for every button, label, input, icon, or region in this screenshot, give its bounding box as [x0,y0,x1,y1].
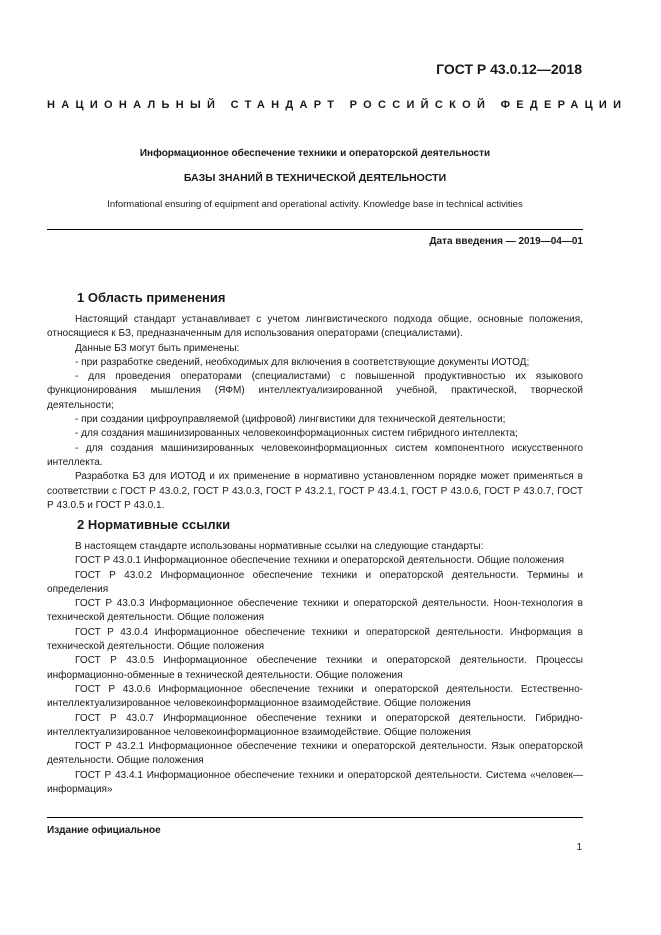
title-en: Informational ensuring of equipment and operational activity. Knowledge base in technical activities [107,199,523,210]
gost-code: ГОСТ Р 43.0.12—2018 [436,61,582,77]
intro-date: Дата введения — 2019—04—01 [429,236,583,247]
reference-item: ГОСТ Р 43.0.7 Информационное обеспечение техники и операторской деятельности. Гибридно-интеллектуализированное человекоинформационное взаимодействие. Общие положения [47,712,583,738]
subtitle-ru: Информационное обеспечение техники и операторской деятельности [139,148,491,159]
section-1-body [47,313,583,513]
national-standard-heading: НАЦИОНАЛЬНЫЙ СТАНДАРТ РОССИЙСКОЙ ФЕДЕРАЦИИ [47,99,628,111]
section-2-title: 2 Нормативные ссылки [77,517,231,532]
reference-item: ГОСТ Р 43.0.3 Информационное обеспечение техники и операторской деятельности. Ноон-технология в технической деятельности. Общие положения [47,598,583,624]
official-edition-label: Издание официальное [47,825,161,836]
reference-item: ГОСТ Р 43.0.2 Информационное обеспечение техники и операторской деятельности. Термины и определения [47,569,583,595]
reference-item: ГОСТ Р 43.0.5 Информационное обеспечение техники и операторской деятельности. Процессы информационно-обменные в технической деятельности. Общие положения [47,655,583,681]
reference-item: ГОСТ Р 43.0.6 Информационное обеспечение техники и операторской деятельности. Естественно-интеллектуализированное человекоинформационное взаимодействие. Общие положения [47,683,583,710]
divider-bottom [47,817,583,818]
reference-item: ГОСТ Р 43.0.1 Информационное обеспечение техники и операторской деятельности. Общие положения [75,555,565,567]
list-item: - для создания машинизированных человекоинформационных систем гибридного интеллекта; [75,428,518,440]
paragraph: Разработка БЗ для ИОТОД и их применение в нормативно установленном порядке может применяться в соответствии с ГОСТ Р 43.0.2, ГОСТ Р 43.0.3, ГОСТ Р 43.2.1, ГОСТ Р 43.4.1, ГОСТ Р 43.0.6, ГОСТ Р 43.0.7, ГОСТ Р 43.0.5 и ГОСТ Р 43.0.1. [47,471,583,511]
page-number: 1 [576,842,582,853]
list-item: - для проведения операторами (специалистами) с повышенной продуктивностью их языкового функционирования мышления (ЯФМ) интеллектуализированной учебной, практической, творческой деятельности; [47,371,583,411]
list-item: - при разработке сведений, необходимых для включения в соответствующие документы ИОТОД; [75,356,530,368]
paragraph: В настоящем стандарте использованы нормативные ссылки на следующие стандарты: [75,541,484,552]
reference-item: ГОСТ Р 43.4.1 Информационное обеспечение техники и операторской деятельности. Система «человек—информация» [47,769,583,796]
section-2-body [47,540,583,797]
paragraph: Данные БЗ могут быть применены: [75,342,240,354]
paragraph: Настоящий стандарт устанавливает с учетом лингвистического подхода общие, основные положения, относящиеся к БЗ, предназначенным для использования операторами (специалистами). [47,314,583,340]
divider-top [47,229,583,230]
reference-item: ГОСТ Р 43.0.4 Информационное обеспечение техники и операторской деятельности. Информация в технической деятельности. Общие положения [47,626,583,653]
section-1-title: 1 Область применения [77,290,226,305]
reference-item: ГОСТ Р 43.2.1 Информационное обеспечение техники и операторской деятельности. Язык операторской деятельности. Общие положения [47,741,583,767]
title-ru: БАЗЫ ЗНАНИЙ В ТЕХНИЧЕСКОЙ ДЕЯТЕЛЬНОСТИ [183,172,447,184]
list-item: - при создании цифроуправляемой (цифровой) лингвистики для технической деятельности; [75,414,506,426]
list-item: - для создания машинизированных человекоинформационных систем компонентного искусственного интеллекта. [47,442,583,468]
